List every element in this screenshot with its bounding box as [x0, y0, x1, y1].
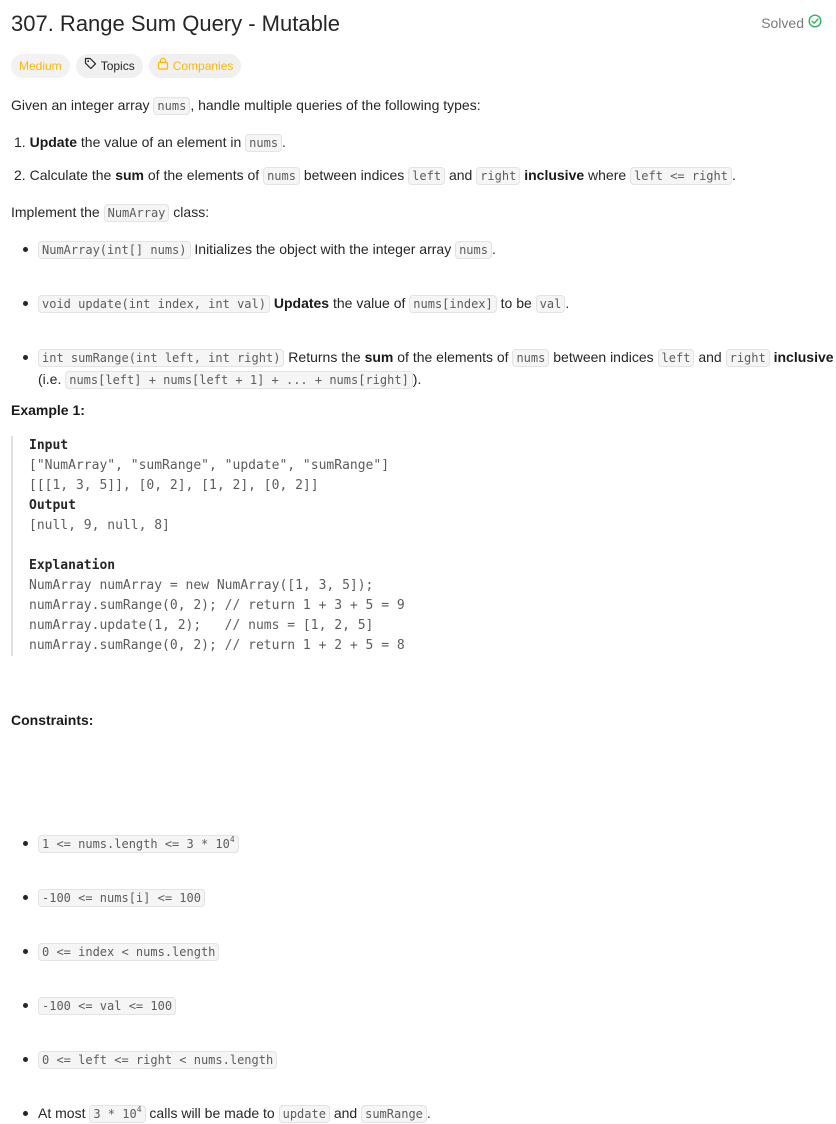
- text: between indices: [549, 349, 658, 365]
- method-constructor: [22, 239, 836, 260]
- constraint-item: [22, 833, 836, 854]
- code-val: val: [536, 295, 566, 313]
- bold-text: sum: [364, 349, 394, 365]
- companies-button[interactable]: [149, 54, 242, 78]
- text: .: [491, 241, 496, 257]
- solved-status: [761, 13, 822, 33]
- text: and: [329, 1105, 362, 1121]
- intro-paragraph: [11, 95, 822, 116]
- bold-text: inclusive: [524, 167, 585, 183]
- code-sum-expression: nums[left] + nums[left + 1] + ... + nums[right]: [65, 371, 413, 389]
- text: Calculate the: [29, 167, 116, 183]
- text: At most: [38, 1105, 90, 1121]
- list-number: 1.: [14, 134, 30, 150]
- code-nums: nums: [245, 134, 282, 152]
- method-update: [22, 293, 836, 314]
- code-update-signature: void update(int index, int val): [38, 295, 270, 313]
- code-nums: nums: [512, 349, 549, 367]
- text: ).: [412, 371, 422, 387]
- constraint-item: [22, 1049, 836, 1070]
- list-number: 2.: [14, 167, 30, 183]
- example-heading: [11, 400, 822, 420]
- text: .: [282, 134, 286, 150]
- text: class:: [169, 204, 210, 220]
- output-label: Output: [29, 498, 76, 513]
- code-nums: nums: [153, 97, 190, 115]
- output-line: [null, 9, null, 8]: [29, 518, 170, 533]
- input-label: Input: [29, 438, 69, 453]
- text: .: [731, 167, 736, 183]
- code-constraint: -100 <= val <= 100: [38, 997, 176, 1015]
- intro-text-end: , handle multiple queries of the following types:: [190, 97, 481, 113]
- superscript: 4: [229, 835, 235, 844]
- problem-tags: [11, 54, 241, 78]
- topics-button[interactable]: [76, 54, 143, 78]
- blank-line: [29, 536, 431, 556]
- superscript: 4: [136, 1105, 142, 1114]
- text: of the elements of: [393, 349, 513, 365]
- problem-title: 307. Range Sum Query - Mutable: [11, 11, 340, 36]
- text: Returns the: [284, 349, 365, 365]
- code-right: right: [476, 167, 520, 185]
- constraint-item: [22, 995, 836, 1016]
- text: calls will be made to: [145, 1105, 279, 1121]
- difficulty-tag[interactable]: [11, 54, 70, 78]
- bold-text: Updates: [273, 295, 330, 311]
- text: between indices: [299, 167, 409, 183]
- code-constraint: -100 <= nums[i] <= 100: [38, 889, 205, 907]
- text: where: [584, 167, 631, 183]
- code-left: left: [408, 167, 445, 185]
- text: Implement the: [11, 204, 104, 220]
- constraint-item: [22, 887, 836, 908]
- query-type-2: [14, 165, 822, 186]
- text: and: [445, 167, 477, 183]
- code-condition: left <= right: [630, 167, 732, 185]
- constraint-item: [22, 941, 836, 962]
- solved-label: Solved: [761, 15, 804, 31]
- companies-label: Companies: [172, 59, 234, 73]
- explanation-line: numArray.update(1, 2); // nums = [1, 2, 5]: [29, 618, 374, 633]
- input-line-2: [[[1, 3, 5]], [0, 2], [1, 2], [0, 2]]: [29, 478, 319, 493]
- text: the value of an element in: [77, 134, 246, 150]
- explanation-line: numArray.sumRange(0, 2); // return 1 + 3 + 5 = 9: [29, 598, 405, 613]
- example-block: [11, 436, 431, 656]
- text: .: [565, 295, 570, 311]
- implement-paragraph: [11, 202, 822, 223]
- code-constraint: [38, 835, 239, 853]
- input-line-1: ["NumArray", "sumRange", "update", "sumRange"]: [29, 458, 390, 473]
- text: the value of: [329, 295, 410, 311]
- code-sumrange: sumRange: [361, 1105, 427, 1123]
- text: of the elements of: [143, 167, 264, 183]
- code-right: right: [726, 349, 770, 367]
- example-title: Example 1:: [11, 402, 85, 418]
- text: to be: [496, 295, 536, 311]
- check-circle-icon: [808, 13, 822, 33]
- text: Initializes the object with the integer array: [190, 241, 456, 257]
- constraints-heading: [11, 710, 822, 730]
- code-constraint: [89, 1105, 145, 1123]
- topics-label: Topics: [100, 59, 135, 73]
- constraint-item: [22, 1103, 836, 1124]
- code-constraint: 0 <= index < nums.length: [38, 943, 219, 961]
- tag-icon: [84, 56, 97, 76]
- method-sumrange: [22, 347, 836, 391]
- code-sumrange-signature: int sumRange(int left, int right): [38, 349, 284, 367]
- code-nums: nums: [263, 167, 300, 185]
- bold-text: sum: [115, 167, 144, 183]
- text: .: [426, 1105, 431, 1121]
- explanation-line: NumArray numArray = new NumArray([1, 3, 5]);: [29, 578, 374, 593]
- text: and: [694, 349, 726, 365]
- code-nums: nums: [455, 241, 492, 259]
- text: 3 * 10: [93, 1107, 137, 1121]
- explanation-label: Explanation: [29, 558, 116, 573]
- code-left: left: [658, 349, 695, 367]
- bold-text: inclusive: [773, 349, 834, 365]
- code-nums-index: nums[index]: [409, 295, 496, 313]
- code-update: update: [279, 1105, 330, 1123]
- code-numarray: NumArray: [104, 204, 170, 222]
- intro-text: Given an integer array: [11, 97, 154, 113]
- text: 1 <= nums.length <= 3 * 10: [42, 837, 230, 851]
- query-type-1: [14, 132, 822, 153]
- text: (i.e.: [38, 371, 66, 387]
- code-constructor: NumArray(int[] nums): [38, 241, 191, 259]
- lock-icon: [157, 56, 169, 76]
- constraints-title: Constraints:: [11, 712, 94, 728]
- explanation-line: numArray.sumRange(0, 2); // return 1 + 2 + 5 = 8: [29, 638, 405, 653]
- bold-text: Update: [29, 134, 78, 150]
- code-constraint: 0 <= left <= right < nums.length: [38, 1051, 277, 1069]
- difficulty-label: Medium: [19, 59, 62, 73]
